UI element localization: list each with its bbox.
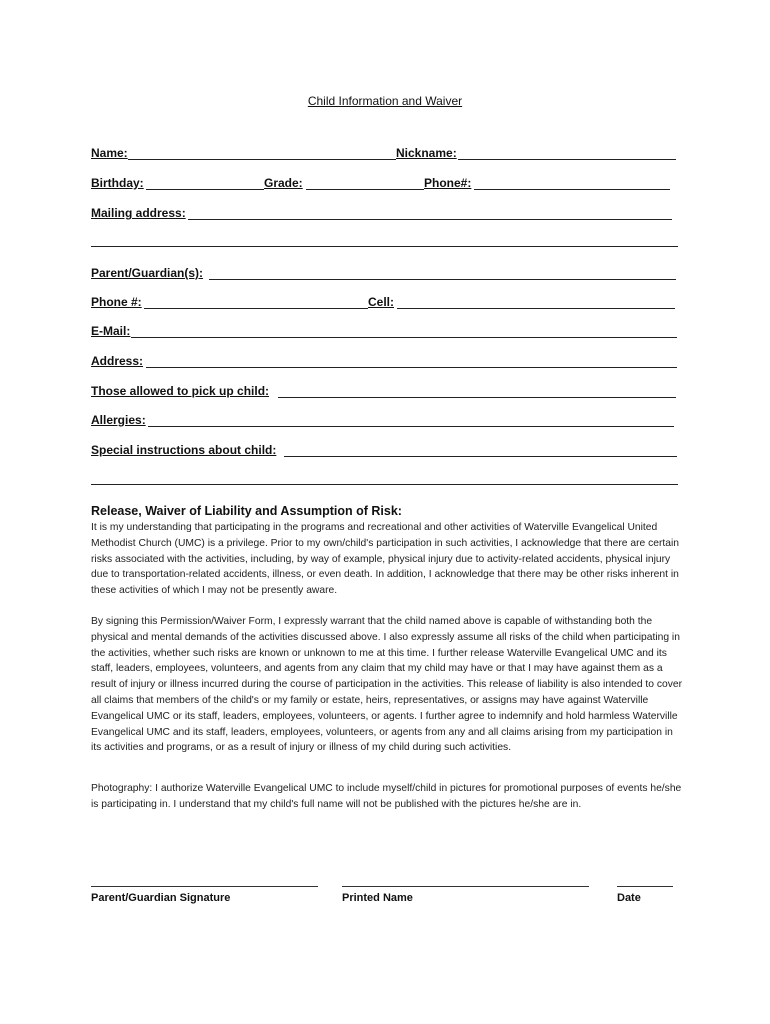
address-label: Address: xyxy=(91,354,144,368)
mailing-address-field[interactable] xyxy=(188,219,672,220)
pickup-field[interactable] xyxy=(278,397,676,398)
phone-number-field[interactable] xyxy=(474,189,670,190)
parent-signature-field[interactable] xyxy=(91,886,318,887)
nickname-field[interactable] xyxy=(458,159,676,160)
email-label: E-Mail: xyxy=(91,324,131,338)
date-field[interactable] xyxy=(617,886,673,887)
grade-label: Grade: xyxy=(264,176,303,190)
phone-label: Phone #: xyxy=(91,295,142,309)
pickup-label: Those allowed to pick up child: xyxy=(91,384,270,398)
allergies-label: Allergies: xyxy=(91,413,146,427)
cell-label: Cell: xyxy=(368,295,395,309)
special-instructions-label: Special instructions about child: xyxy=(91,443,277,457)
parent-signature-label: Parent/Guardian Signature xyxy=(91,892,231,904)
release-paragraph-1: It is my understanding that participating in the programs and recreational and other activities of Waterville Evangelical United Methodist Church (UMC) is a privilege. Prior to my own/child's participation in such activities, I acknowledge that there are certain risks associated with the activities, including, by way of example, physical injury due to activity-related accidents, physical injury due to transportation-related accidents, illness, or even death. In addition, I acknowledge that there may be other risks inherent in these activities of which I may not be presently aware. xyxy=(91,522,679,597)
nickname-label: Nickname: xyxy=(396,146,457,160)
special-instructions-field-line2[interactable] xyxy=(91,484,678,485)
mailing-address-field-line2[interactable] xyxy=(91,246,678,247)
page-title: Child Information and Waiver xyxy=(307,94,463,108)
email-field[interactable] xyxy=(131,337,677,338)
printed-name-label: Printed Name xyxy=(342,892,413,904)
grade-field[interactable] xyxy=(306,189,424,190)
parent-guardian-label: Parent/Guardian(s): xyxy=(91,266,204,280)
parent-guardian-field[interactable] xyxy=(209,279,676,280)
phone-number-label: Phone#: xyxy=(424,176,472,190)
photography-paragraph: Photography: I authorize Waterville Evangelical UMC to include myself/child in pictures for promotional purposes of events he/she is participating in. I understand that my child's full name will not be published with the pictures he/she are in. xyxy=(91,783,682,810)
address-field[interactable] xyxy=(146,367,677,368)
phone-field[interactable] xyxy=(144,308,368,309)
mailing-address-label: Mailing address: xyxy=(91,206,186,220)
allergies-field[interactable] xyxy=(148,426,674,427)
release-heading: Release, Waiver of Liability and Assumption of Risk: xyxy=(91,504,402,518)
printed-name-field[interactable] xyxy=(342,886,589,887)
release-paragraph-2: By signing this Permission/Waiver Form, I expressly warrant that the child named above is capable of withstanding both the physical and mental demands of the activities discussed above. I also expressly assume all risks of the child when participating in the activities, whether such risks are known or unknown to me at this time. I further release Waterville Evangelical UMC and its staff, leaders, employees, volunteers, and agents from any claim that my child may have or that I may have against them as a result of injury or illness incurred during the course of participation in the activities. This release of liability is also intended to cover all claims that members of the child's or my family or estate, heirs, representatives, or assigns may have against Waterville Evangelical UMC or its staff, leaders, employees, volunteers, or agents. I further agree to indemnify and hold harmless Waterville Evangelical UMC and its staff, leaders, employees, volunteers, or agents from any and all claims arising from my participation in its activities and programs, or as a result of injury or illness of my child during such activities. xyxy=(91,616,683,754)
date-label: Date xyxy=(617,892,641,904)
special-instructions-field[interactable] xyxy=(284,456,677,457)
birthday-label: Birthday: xyxy=(91,176,144,190)
name-field[interactable] xyxy=(128,159,396,160)
cell-field[interactable] xyxy=(397,308,675,309)
name-label: Name: xyxy=(91,146,128,160)
birthday-field[interactable] xyxy=(146,189,264,190)
